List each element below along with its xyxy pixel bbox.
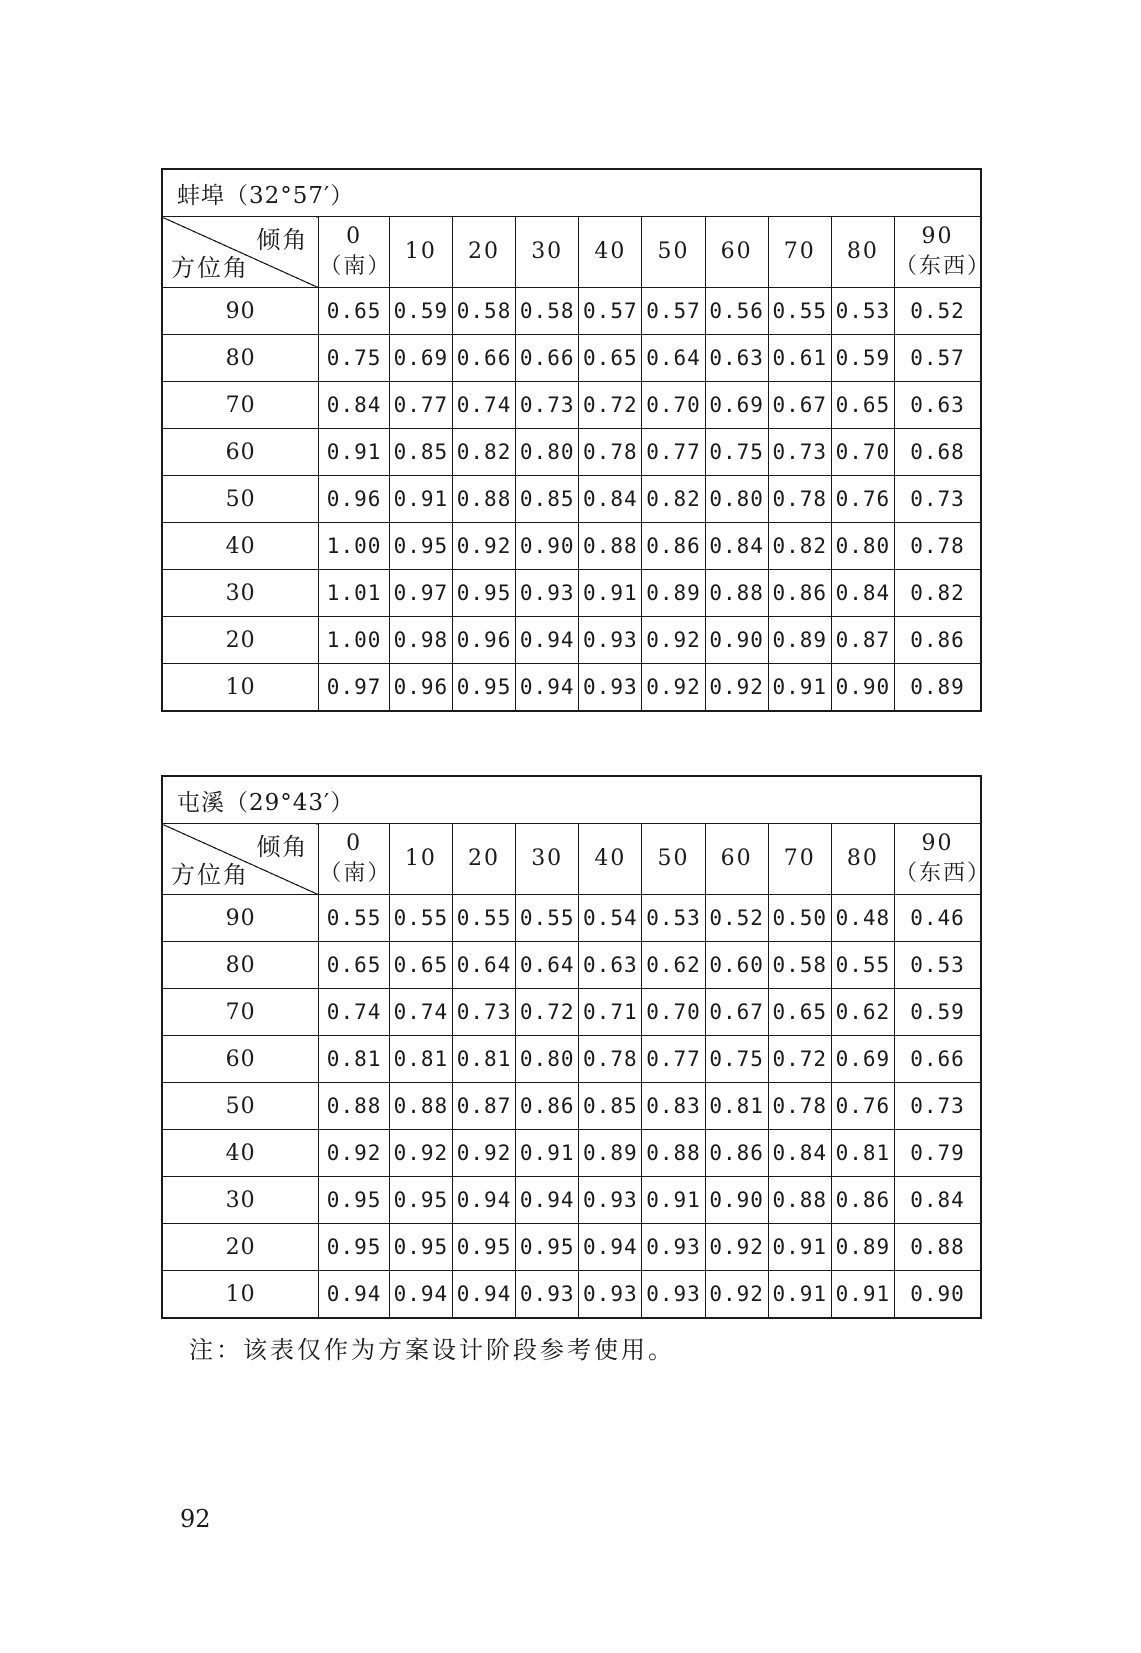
coefficient-cell: 0.93: [516, 570, 579, 617]
coefficient-cell: 0.66: [516, 335, 579, 382]
diagonal-header-cell: [162, 217, 319, 288]
azimuth-row-label: 50: [162, 476, 319, 523]
coefficient-cell: 0.81: [705, 1083, 768, 1130]
coefficient-cell: 0.55: [389, 895, 452, 942]
coefficient-cell: 0.78: [894, 523, 981, 570]
coefficient-cell: 0.82: [642, 476, 705, 523]
coefficient-cell: 0.93: [579, 1177, 642, 1224]
coefficient-cell: 0.97: [319, 664, 390, 712]
table-row: [162, 617, 981, 664]
azimuth-row-label: 40: [162, 523, 319, 570]
coefficient-cell: 0.53: [831, 288, 894, 335]
tilt-column-header: [768, 217, 831, 288]
coefficient-cell: 0.90: [705, 617, 768, 664]
table-header-row: [162, 217, 981, 288]
direction-label: （南）: [319, 254, 392, 279]
coefficient-cell: 0.93: [579, 1271, 642, 1319]
coefficient-cell: 0.90: [516, 523, 579, 570]
table-row: [162, 335, 981, 382]
coefficient-cell: 0.81: [452, 1036, 515, 1083]
coefficient-cell: 0.85: [389, 429, 452, 476]
coefficient-cell: 0.52: [894, 288, 981, 335]
azimuth-row-label: 30: [162, 1177, 319, 1224]
table-row: [162, 1083, 981, 1130]
table-row: [162, 1177, 981, 1224]
tilt-value: 40: [594, 239, 627, 264]
tilt-column-header: [319, 217, 390, 288]
coefficient-cell: 0.63: [705, 335, 768, 382]
tilt-column-header: [579, 824, 642, 895]
tilt-value: 20: [468, 846, 501, 871]
coefficient-cell: 0.90: [831, 664, 894, 712]
coefficient-cell: 0.61: [768, 335, 831, 382]
tilt-angle-label: 倾角: [256, 226, 309, 254]
coefficient-cell: 0.94: [579, 1224, 642, 1271]
tilt-value: 90: [921, 831, 954, 856]
coefficient-cell: 0.73: [768, 429, 831, 476]
coefficient-cell: 0.74: [319, 989, 390, 1036]
coefficient-cell: 0.70: [642, 989, 705, 1036]
coefficient-cell: 0.92: [705, 664, 768, 712]
table-row: [162, 570, 981, 617]
coefficient-cell: 0.80: [831, 523, 894, 570]
coefficient-cell: 0.76: [831, 1083, 894, 1130]
coefficient-cell: 0.84: [705, 523, 768, 570]
coefficient-cell: 0.93: [642, 1271, 705, 1319]
coefficient-cell: 0.93: [579, 664, 642, 712]
table-row: [162, 429, 981, 476]
coefficient-cell: 0.59: [389, 288, 452, 335]
tilt-column-header: [516, 824, 579, 895]
table-row: [162, 1271, 981, 1319]
page-number: 92: [180, 1505, 211, 1533]
coefficient-cell: 0.77: [389, 382, 452, 429]
coefficient-cell: 1.00: [319, 617, 390, 664]
coefficient-cell: 0.88: [452, 476, 515, 523]
coefficient-cell: 0.57: [894, 335, 981, 382]
coefficient-cell: 0.53: [642, 895, 705, 942]
coefficient-cell: 0.88: [768, 1177, 831, 1224]
coefficient-cell: 0.65: [831, 382, 894, 429]
coefficient-cell: 0.92: [705, 1271, 768, 1319]
coefficient-cell: 0.94: [319, 1271, 390, 1319]
tilt-column-header: [831, 217, 894, 288]
azimuth-row-label: 20: [162, 617, 319, 664]
coefficient-cell: 0.93: [516, 1271, 579, 1319]
azimuth-angle-label: 方位角: [171, 254, 249, 282]
azimuth-row-label: 50: [162, 1083, 319, 1130]
coefficient-cell: 0.88: [894, 1224, 981, 1271]
coefficient-cell: 0.58: [452, 288, 515, 335]
azimuth-row-label: 60: [162, 429, 319, 476]
azimuth-row-label: 80: [162, 942, 319, 989]
coefficient-cell: 0.89: [768, 617, 831, 664]
tilt-column-header: [516, 217, 579, 288]
coefficient-cell: 0.89: [642, 570, 705, 617]
coefficient-cell: 0.78: [768, 476, 831, 523]
coefficient-cell: 0.84: [831, 570, 894, 617]
coefficient-cell: 0.80: [516, 429, 579, 476]
coefficient-cell: 0.58: [516, 288, 579, 335]
tilt-value: 30: [531, 239, 564, 264]
coefficient-cell: 0.76: [831, 476, 894, 523]
tilt-value: 40: [594, 846, 627, 871]
coefficient-cell: 0.86: [516, 1083, 579, 1130]
coefficient-cell: 0.60: [705, 942, 768, 989]
coefficient-cell: 0.86: [642, 523, 705, 570]
coefficient-cell: 0.65: [319, 942, 390, 989]
coefficient-cell: 0.90: [894, 1271, 981, 1319]
coefficient-cell: 0.96: [389, 664, 452, 712]
tilt-column-header: [389, 824, 452, 895]
coefficient-cell: 0.95: [319, 1224, 390, 1271]
coefficient-cell: 0.57: [642, 288, 705, 335]
tilt-column-header: [894, 824, 991, 895]
coefficient-cell: 0.78: [579, 429, 642, 476]
coefficient-cell: 0.73: [894, 1083, 981, 1130]
coefficient-cell: 0.81: [389, 1036, 452, 1083]
tilt-value: 50: [657, 239, 690, 264]
coefficient-cell: 0.92: [452, 523, 515, 570]
coefficient-cell: 0.91: [642, 1177, 705, 1224]
coefficient-cell: 0.74: [389, 989, 452, 1036]
coefficient-cell: 0.87: [452, 1083, 515, 1130]
tilt-column-header: [705, 824, 768, 895]
coefficient-cell: 0.92: [705, 1224, 768, 1271]
tilt-value: 90: [921, 224, 954, 249]
tilt-value: 80: [846, 239, 879, 264]
tilt-column-header: [389, 217, 452, 288]
coefficient-cell: 0.85: [516, 476, 579, 523]
tilt-column-header: [894, 217, 991, 288]
coefficient-cell: 1.00: [319, 523, 390, 570]
coefficient-cell: 0.91: [579, 570, 642, 617]
coefficient-cell: 0.46: [894, 895, 981, 942]
coefficient-cell: 0.91: [516, 1130, 579, 1177]
azimuth-row-label: 10: [162, 1271, 319, 1319]
coefficient-cell: 0.97: [389, 570, 452, 617]
coefficient-cell: 0.81: [831, 1130, 894, 1177]
azimuth-row-label: 30: [162, 570, 319, 617]
coefficient-table-tunxi: [161, 775, 991, 1319]
coefficient-cell: 0.95: [452, 570, 515, 617]
coefficient-cell: 0.92: [319, 1130, 390, 1177]
coefficient-cell: 0.64: [642, 335, 705, 382]
tilt-angle-label: 倾角: [256, 833, 309, 861]
table-row: [162, 382, 981, 429]
coefficient-cell: 0.91: [389, 476, 452, 523]
coefficient-cell: 0.73: [516, 382, 579, 429]
table-header-row: [162, 824, 981, 895]
coefficient-cell: 0.95: [389, 1177, 452, 1224]
coefficient-cell: 0.55: [319, 895, 390, 942]
tilt-column-header: [642, 217, 705, 288]
coefficient-cell: 0.74: [452, 382, 515, 429]
coefficient-cell: 0.73: [452, 989, 515, 1036]
coefficient-cell: 0.82: [894, 570, 981, 617]
coefficient-cell: 0.55: [768, 288, 831, 335]
coefficient-cell: 0.91: [319, 429, 390, 476]
coefficient-cell: 0.89: [831, 1224, 894, 1271]
tilt-value: 0: [346, 831, 363, 856]
tilt-value: 70: [783, 239, 816, 264]
coefficient-cell: 1.01: [319, 570, 390, 617]
tilt-column-header: [319, 824, 390, 895]
coefficient-cell: 0.54: [579, 895, 642, 942]
coefficient-cell: 0.88: [389, 1083, 452, 1130]
coefficient-cell: 0.91: [768, 1224, 831, 1271]
coefficient-cell: 0.53: [894, 942, 981, 989]
coefficient-cell: 0.88: [579, 523, 642, 570]
diagonal-header-cell: [162, 824, 319, 895]
coefficient-cell: 0.95: [319, 1177, 390, 1224]
table-title: 蚌埠（32°57′）: [162, 169, 981, 217]
tilt-value: 70: [783, 846, 816, 871]
coefficient-cell: 0.91: [831, 1271, 894, 1319]
azimuth-row-label: 40: [162, 1130, 319, 1177]
coefficient-cell: 0.62: [831, 989, 894, 1036]
table-title-row: [162, 169, 981, 217]
coefficient-cell: 0.77: [642, 429, 705, 476]
coefficient-cell: 0.92: [389, 1130, 452, 1177]
coefficient-cell: 0.65: [389, 942, 452, 989]
table-row: [162, 942, 981, 989]
coefficient-cell: 0.67: [768, 382, 831, 429]
coefficient-cell: 0.65: [319, 288, 390, 335]
coefficient-cell: 0.88: [642, 1130, 705, 1177]
coefficient-cell: 0.68: [894, 429, 981, 476]
coefficient-cell: 0.64: [516, 942, 579, 989]
table-row: [162, 895, 981, 942]
coefficient-cell: 0.55: [831, 942, 894, 989]
coefficient-cell: 0.80: [516, 1036, 579, 1083]
coefficient-cell: 0.92: [642, 664, 705, 712]
coefficient-cell: 0.66: [452, 335, 515, 382]
coefficient-cell: 0.69: [705, 382, 768, 429]
coefficient-cell: 0.91: [768, 664, 831, 712]
coefficient-cell: 0.86: [705, 1130, 768, 1177]
tilt-value: 10: [404, 239, 437, 264]
azimuth-row-label: 90: [162, 288, 319, 335]
table-row: [162, 523, 981, 570]
coefficient-cell: 0.84: [579, 476, 642, 523]
tilt-value: 10: [404, 846, 437, 871]
coefficient-cell: 0.94: [516, 617, 579, 664]
table-row: [162, 288, 981, 335]
azimuth-angle-label: 方位角: [171, 861, 249, 889]
azimuth-row-label: 10: [162, 664, 319, 712]
coefficient-cell: 0.86: [831, 1177, 894, 1224]
direction-label: （东西）: [894, 861, 991, 886]
coefficient-cell: 0.96: [319, 476, 390, 523]
coefficient-cell: 0.94: [452, 1271, 515, 1319]
coefficient-cell: 0.69: [831, 1036, 894, 1083]
azimuth-row-label: 90: [162, 895, 319, 942]
coefficient-cell: 0.92: [642, 617, 705, 664]
tilt-value: 20: [468, 239, 501, 264]
coefficient-cell: 0.78: [579, 1036, 642, 1083]
coefficient-cell: 0.59: [894, 989, 981, 1036]
coefficient-cell: 0.91: [768, 1271, 831, 1319]
tilt-value: 0: [346, 224, 363, 249]
coefficient-cell: 0.90: [705, 1177, 768, 1224]
tilt-column-header: [452, 824, 515, 895]
coefficient-cell: 0.85: [579, 1083, 642, 1130]
coefficient-cell: 0.94: [389, 1271, 452, 1319]
coefficient-cell: 0.55: [452, 895, 515, 942]
coefficient-cell: 0.93: [642, 1224, 705, 1271]
coefficient-cell: 0.75: [319, 335, 390, 382]
coefficient-cell: 0.73: [894, 476, 981, 523]
coefficient-cell: 0.64: [452, 942, 515, 989]
coefficient-cell: 0.52: [705, 895, 768, 942]
table-note: 注：该表仅作为方案设计阶段参考使用。: [189, 1336, 675, 1364]
coefficient-cell: 0.75: [705, 1036, 768, 1083]
coefficient-cell: 0.63: [579, 942, 642, 989]
coefficient-cell: 0.95: [452, 664, 515, 712]
tilt-column-header: [579, 217, 642, 288]
coefficient-cell: 0.95: [516, 1224, 579, 1271]
coefficient-cell: 0.82: [452, 429, 515, 476]
tilt-value: 60: [720, 846, 753, 871]
coefficient-cell: 0.87: [831, 617, 894, 664]
tilt-column-header: [705, 217, 768, 288]
coefficient-cell: 0.63: [894, 382, 981, 429]
table-row: [162, 989, 981, 1036]
coefficient-cell: 0.66: [894, 1036, 981, 1083]
azimuth-row-label: 20: [162, 1224, 319, 1271]
coefficient-cell: 0.92: [452, 1130, 515, 1177]
coefficient-cell: 0.72: [768, 1036, 831, 1083]
tilt-value: 30: [531, 846, 564, 871]
coefficient-cell: 0.94: [516, 664, 579, 712]
coefficient-cell: 0.94: [516, 1177, 579, 1224]
coefficient-cell: 0.95: [389, 523, 452, 570]
coefficient-cell: 0.94: [452, 1177, 515, 1224]
azimuth-row-label: 70: [162, 989, 319, 1036]
coefficient-cell: 0.89: [894, 664, 981, 712]
coefficient-cell: 0.88: [705, 570, 768, 617]
coefficient-cell: 0.84: [768, 1130, 831, 1177]
coefficient-cell: 0.84: [894, 1177, 981, 1224]
tilt-column-header: [452, 217, 515, 288]
coefficient-cell: 0.62: [642, 942, 705, 989]
tilt-column-header: [831, 824, 894, 895]
coefficient-cell: 0.93: [579, 617, 642, 664]
coefficient-cell: 0.86: [768, 570, 831, 617]
coefficient-cell: 0.86: [894, 617, 981, 664]
coefficient-cell: 0.79: [894, 1130, 981, 1177]
coefficient-cell: 0.58: [768, 942, 831, 989]
coefficient-cell: 0.84: [319, 382, 390, 429]
coefficient-cell: 0.48: [831, 895, 894, 942]
coefficient-cell: 0.88: [319, 1083, 390, 1130]
azimuth-row-label: 80: [162, 335, 319, 382]
coefficient-cell: 0.56: [705, 288, 768, 335]
coefficient-cell: 0.50: [768, 895, 831, 942]
coefficient-cell: 0.69: [389, 335, 452, 382]
coefficient-cell: 0.82: [768, 523, 831, 570]
coefficient-cell: 0.95: [389, 1224, 452, 1271]
table-row: [162, 664, 981, 712]
tilt-value: 60: [720, 239, 753, 264]
coefficient-cell: 0.81: [319, 1036, 390, 1083]
coefficient-cell: 0.78: [768, 1083, 831, 1130]
coefficient-cell: 0.95: [452, 1224, 515, 1271]
coefficient-cell: 0.72: [579, 382, 642, 429]
azimuth-row-label: 70: [162, 382, 319, 429]
coefficient-cell: 0.55: [516, 895, 579, 942]
tilt-column-header: [768, 824, 831, 895]
coefficient-table-bengbu: [161, 168, 991, 712]
coefficient-cell: 0.65: [579, 335, 642, 382]
table-title-row: [162, 776, 981, 824]
coefficient-cell: 0.57: [579, 288, 642, 335]
table-row: [162, 1130, 981, 1177]
coefficient-cell: 0.80: [705, 476, 768, 523]
coefficient-cell: 0.70: [831, 429, 894, 476]
azimuth-row-label: 60: [162, 1036, 319, 1083]
tilt-value: 50: [657, 846, 690, 871]
coefficient-cell: 0.67: [705, 989, 768, 1036]
coefficient-cell: 0.96: [452, 617, 515, 664]
direction-label: （东西）: [894, 254, 991, 279]
coefficient-cell: 0.71: [579, 989, 642, 1036]
coefficient-cell: 0.70: [642, 382, 705, 429]
table-title: 屯溪（29°43′）: [162, 776, 981, 824]
table-row: [162, 476, 981, 523]
table-row: [162, 1224, 981, 1271]
coefficient-cell: 0.75: [705, 429, 768, 476]
tilt-column-header: [642, 824, 705, 895]
coefficient-cell: 0.72: [516, 989, 579, 1036]
coefficient-cell: 0.77: [642, 1036, 705, 1083]
coefficient-cell: 0.65: [768, 989, 831, 1036]
direction-label: （南）: [319, 861, 392, 886]
coefficient-cell: 0.89: [579, 1130, 642, 1177]
coefficient-cell: 0.59: [831, 335, 894, 382]
tilt-value: 80: [846, 846, 879, 871]
table-row: [162, 1036, 981, 1083]
coefficient-cell: 0.98: [389, 617, 452, 664]
coefficient-cell: 0.83: [642, 1083, 705, 1130]
